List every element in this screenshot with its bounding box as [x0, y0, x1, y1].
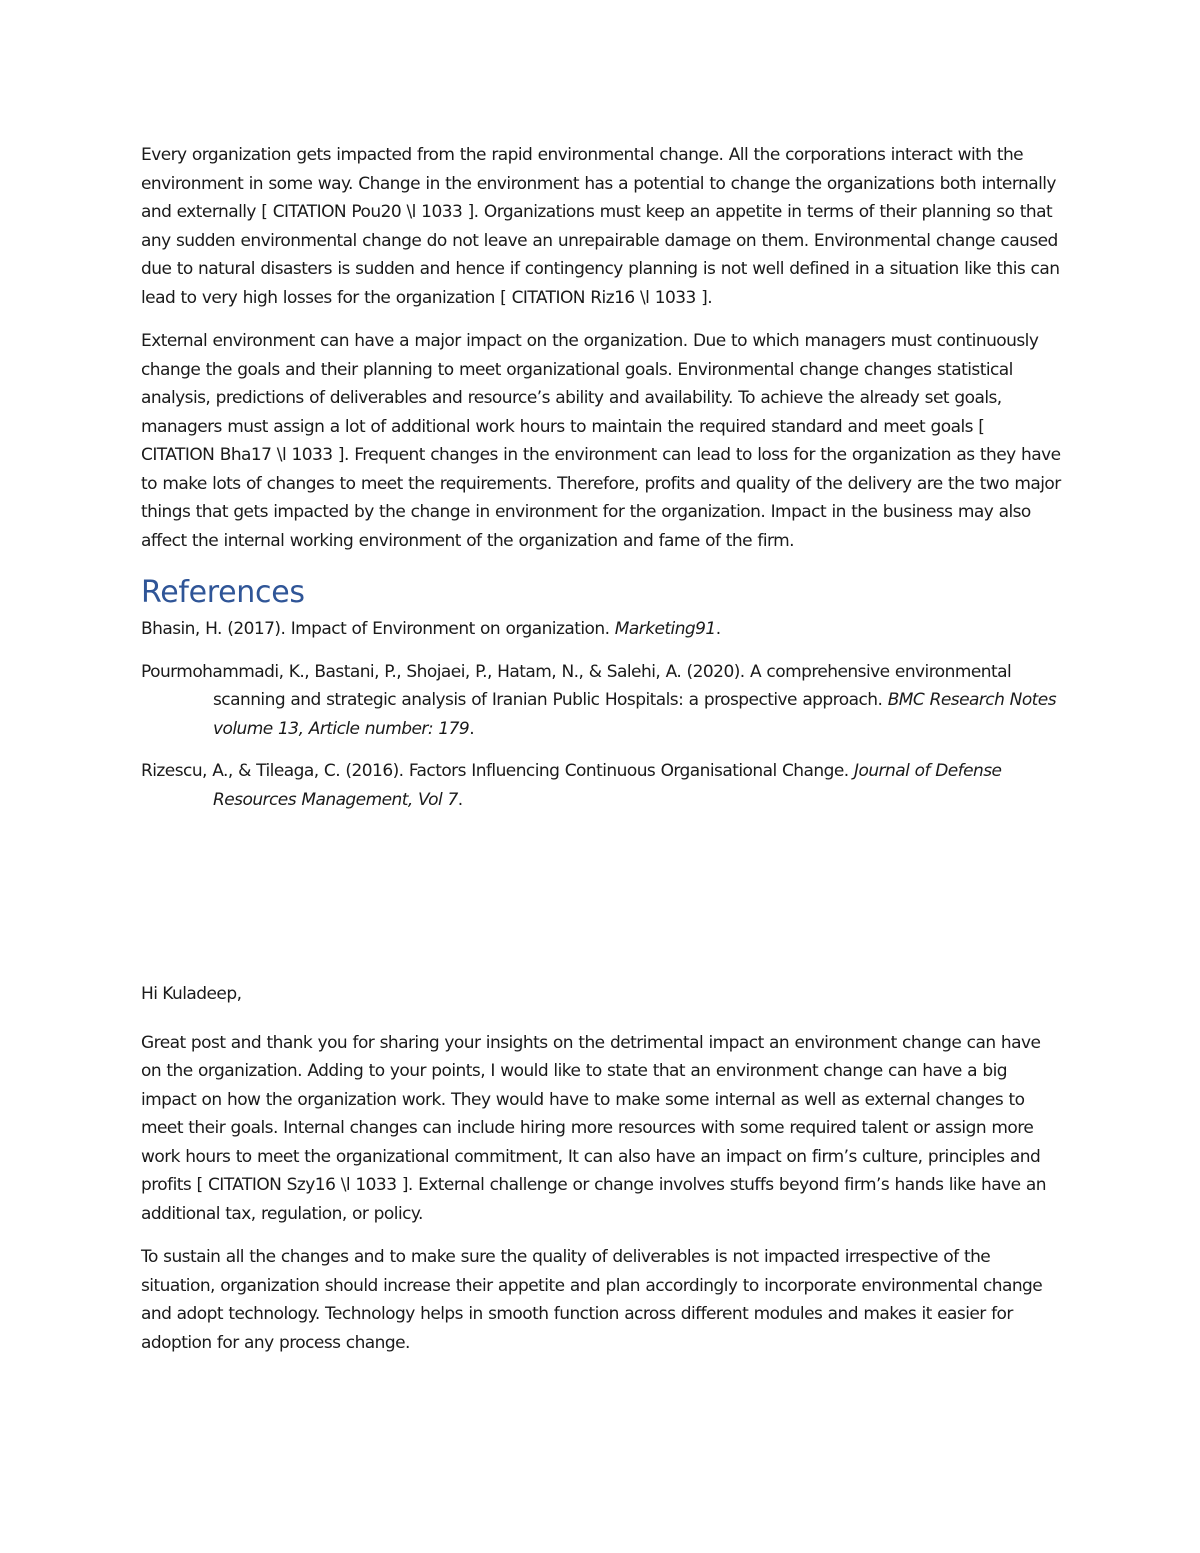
reference-item-3 [141, 757, 1061, 814]
reference-source: Journal of Defense Resources Management, Vol 7 [213, 761, 1002, 810]
essay-paragraph-2: External environment can have a major impact on the organization. Due to which managers must continuously change the goals and their planning to meet organizational goals. Environmental change changes statistical analysis, predictions of deliverables and resource’s ability and availability. To achieve the already set goals, managers must assign a lot of additional work hours to maintain the required standard and meet goals [ CITATION Bha17 \l 1033 ]. Frequent changes in the environment can lead to loss for the organization as they have to make lots of changes to meet the requirements. Therefore, profits and quality of the delivery are the two major things that gets impacted by the change in environment for the organization. Impact in the business may also affect the internal working environment of the organization and fame of the firm. [141, 331, 1061, 551]
reference-end: . [715, 619, 721, 639]
reference-text: Bhasin, H. (2017). Impact of Environment on organization. [141, 619, 615, 639]
reply-paragraph-2: To sustain all the changes and to make sure the quality of deliverables is not impacted irrespective of the situation, organization should increase their appetite and plan accordingly to incorporate environmental change and adopt technology. Technology helps in smooth function across different modules and makes it easier for adoption for any process change. [141, 1247, 1043, 1353]
document-page [141, 141, 1061, 1372]
reference-text: Rizescu, A., & Tileaga, C. (2016). Factors Influencing Continuous Organisational Change. [141, 761, 854, 781]
reference-end: . [469, 718, 475, 739]
reference-source: Marketing91 [614, 619, 716, 639]
blank-space [141, 828, 1061, 980]
reference-source: BMC Research Notes volume 13, Article number: 179 [213, 690, 1057, 739]
reference-text: Pourmohammadi, K., Bastani, P., Shojaei, P., Hatam, N., & Salehi, A. (2020). A comprehensive environmental scanning and strategic analysis of Iranian Public Hospitals: a prospective approach. [141, 661, 1012, 710]
reference-item-2 [141, 658, 1061, 744]
reply-paragraph-1: Great post and thank you for sharing your insights on the detrimental impact an environment change can have on the organization. Adding to your points, I would like to state that an environment change can have a big impact on how the organization work. They would have to make some internal as well as external changes to meet their goals. Internal changes can include hiring more resources with some required talent or assign more work hours to meet the organizational commitment, It can also have an impact on firm’s culture, principles and profits [ CITATION Szy16 \l 1033 ]. External challenge or change involves stuffs beyond firm’s hands like have an additional tax, regulation, or policy. [141, 1032, 1046, 1224]
references-heading: References [141, 575, 305, 610]
reference-end: . [457, 789, 463, 810]
reference-item-1 [141, 615, 1061, 644]
essay-paragraph-1: Every organization gets impacted from the rapid environmental change. All the corporations interact with the environment in some way. Change in the environment has a potential to change the organizations both internally and externally [ CITATION Pou20 \l 1033 ]. Organizations must keep an appetite in terms of their planning so that any sudden environmental change do not leave an unrepairable damage on them. Environmental change caused due to natural disasters is sudden and hence if contingency planning is not well defined in a situation like this can lead to very high losses for the organization [ CITATION Riz16 \l 1033 ]. [141, 145, 1060, 308]
reply-greeting: Hi Kuladeep, [141, 984, 242, 1004]
